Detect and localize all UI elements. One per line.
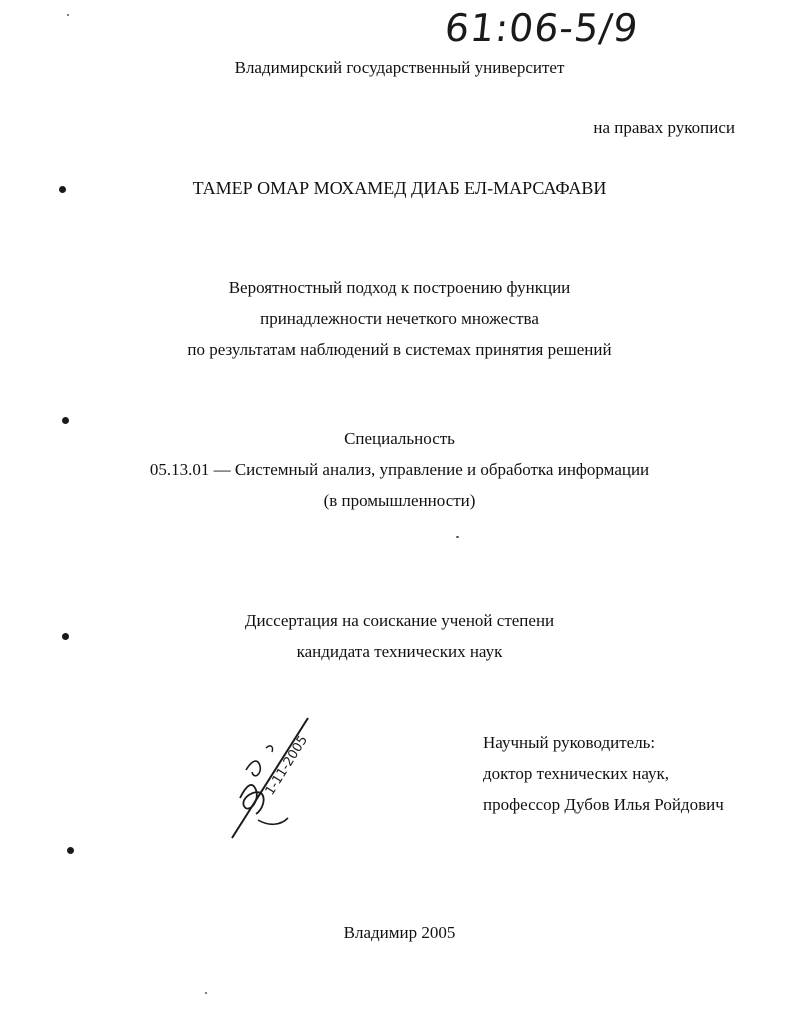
scan-speck xyxy=(205,992,207,994)
scan-speck xyxy=(67,14,69,16)
university-name: Владимирский государственный университет xyxy=(234,58,565,77)
dissertation-line-2: кандидата технических наук xyxy=(296,642,503,661)
archive-code-handwritten: 61:06-5/9 xyxy=(442,6,641,50)
manuscript-note: на правах рукописи xyxy=(593,118,735,137)
title-line-1: Вероятностный подход к построению функции xyxy=(228,278,571,297)
title-line-2: принадлежности нечеткого множества xyxy=(260,309,539,328)
city-year: Владимир 2005 xyxy=(343,923,456,942)
binding-hole-mark xyxy=(62,633,69,640)
specialty-code-line: 05.13.01 — Системный анализ, управление и обработка информации xyxy=(149,460,650,479)
specialty-qualifier: (в промышленности) xyxy=(323,491,476,510)
dissertation-line-1: Диссертация на соискание ученой степени xyxy=(244,611,555,630)
handwritten-signature xyxy=(222,710,342,850)
supervisor-name: профессор Дубов Илья Ройдович xyxy=(483,795,724,814)
author-name: ТАМЕР ОМАР МОХАМЕД ДИАБ ЕЛ-МАРСАФАВИ xyxy=(192,178,607,198)
supervisor-degree: доктор технических наук, xyxy=(483,764,670,783)
signature-date: 1-11-2005 xyxy=(262,733,312,799)
scan-speck xyxy=(456,536,459,538)
specialty-heading: Специальность xyxy=(344,429,455,448)
title-line-3: по результатам наблюдений в системах принятия решений xyxy=(187,340,612,359)
binding-hole-mark xyxy=(67,847,74,854)
binding-hole-mark xyxy=(59,186,66,193)
supervisor-label: Научный руководитель: xyxy=(483,733,656,752)
binding-hole-mark xyxy=(62,417,69,424)
